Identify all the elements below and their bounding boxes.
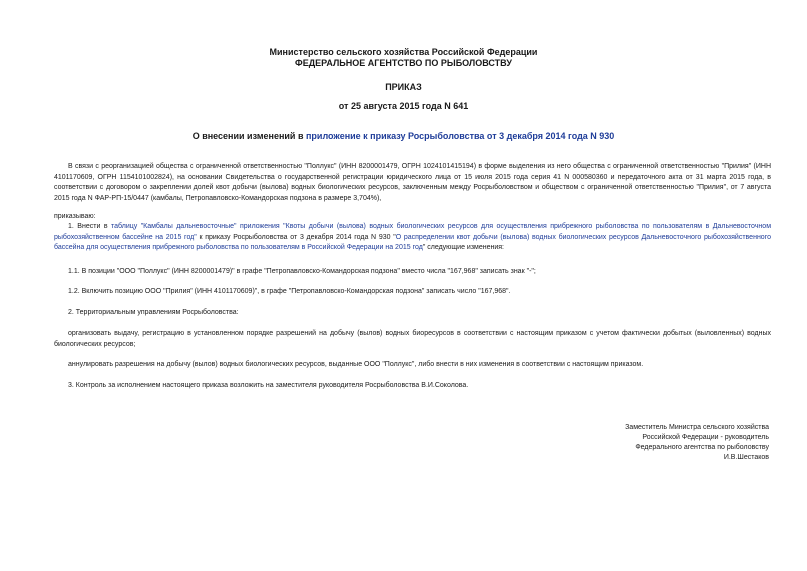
subject-prefix: О внесении изменений в <box>192 131 306 141</box>
item-1-end: " следующие изменения: <box>422 244 505 251</box>
agency-title: ФЕДЕРАЛЬНОЕ АГЕНТСТВО ПО РЫБОЛОВСТВУ <box>295 58 512 68</box>
preamble-paragraph: В связи с реорганизацией общества с ограниченной ответственностью "Поллукс" (ИНН 8200001479, ОГРН 1024101415194) в форме выделения из него общества с ограниченной ответственностью "Прилия" (ИНН 4101170609, ОГРН 1154101002824), на основании Свидетельства о государственной регистрации юридического лица от 15 июля 2015 года серия 41 N 000580360 и передаточного акта от 31 марта 2015 года, в соответствии с договором о закреплении долей квот добычи (вылова) водных биологических ресурсов, заключенным между Росрыболовством и обществом с ограниченной ответственностью "Прилия", от 7 августа 2015 года N ФАР-РП-15/0447 (камбалы, Петропавловско-Командорская подзона в размере 3,704%), <box>54 163 771 202</box>
item-1-mid: к приказу Росрыболовства от 3 декабря 2014 года N 930 " <box>196 233 396 241</box>
ministry-title: Министерство сельского хозяйства Российской Федерации <box>269 47 538 57</box>
signature-line-3: Федерального агентства по рыболовству <box>635 444 769 451</box>
doc-type: ПРИКАЗ <box>385 82 422 92</box>
doc-date-number: от 25 августа 2015 года N 641 <box>338 101 469 111</box>
item-1-paragraph <box>54 222 771 254</box>
item-3: 3. Контроль за исполнением настоящего приказа возложить на заместителя руководителя Росрыболовства В.И.Соколова. <box>68 382 469 389</box>
item-1-start: 1. Внести в <box>68 223 112 230</box>
signature-line-1: Заместитель Министра сельского хозяйства <box>625 424 769 431</box>
item-2-a: организовать выдачу, регистрацию в установленном порядке разрешений на добычу (вылов) водных биоресурсов в соответствии с настоящим приказом с учетом фактически добытых (выловленных) водных биологических ресурсов; <box>54 330 771 348</box>
item-1-2: 1.2. Включить позицию ООО "Прилия" (ИНН 4101170609)", в графе "Петропавловско-Командорская подзона" записать число "167,968". <box>68 288 511 295</box>
subject-link[interactable]: приложение к приказу Росрыболовства от 3 декабря 2014 года N 930 <box>305 131 615 141</box>
item-1-table-link[interactable]: таблицу "Камбалы дальневосточные" приложения "Квоты добычи (вылова) водных биологических ресурсов для осуществления прибрежного рыболовства по пользователям в Дальневосточном рыбохозяйственном бассейне на 2015 год" <box>54 223 772 241</box>
item-1-order-link[interactable]: О распределении квот добычи (вылова) водных биологических ресурсов Дальневосточного рыбохозяйственного бассейна для осуществления прибрежного рыболовства по пользователям в Российской Федерации на 2015 год <box>54 233 771 251</box>
order-word: приказываю: <box>54 213 96 220</box>
signature-name: И.В.Шестаков <box>723 454 769 461</box>
doc-subject <box>0 131 807 141</box>
item-1-1: 1.1. В позиции "ООО "Поллукс" (ИНН 8200001479)" в графе "Петропавловско-Командорская подзона" вместо числа "167,968" записать знак "-"; <box>68 268 536 275</box>
item-2-b: аннулировать разрешения на добычу (вылов) водных биологических ресурсов, выданные ООО "Поллукс", либо внести в них изменения в соответствии с настоящим приказом. <box>68 361 644 368</box>
item-2: 2. Территориальным управлениям Росрыболовства: <box>68 309 239 316</box>
signature-line-2: Российской Федерации - руководитель <box>642 434 769 441</box>
